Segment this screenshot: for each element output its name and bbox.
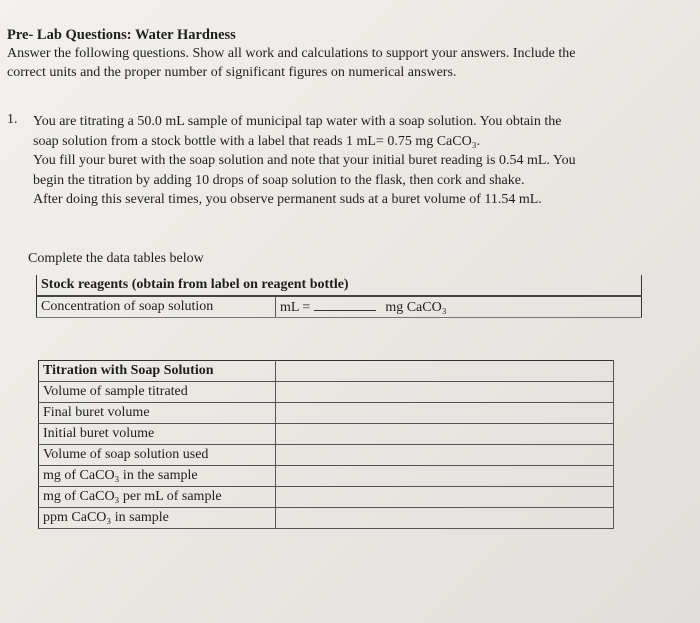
- row-label: mg of CaCO₃ in the sample: [39, 466, 276, 487]
- answer-cell[interactable]: [276, 508, 614, 529]
- titration-header-row: [39, 361, 614, 382]
- stock-reagents-table: [36, 275, 642, 318]
- table-row: [39, 487, 614, 508]
- stock-header: Stock reagents (obtain from label on reagent bottle): [37, 275, 642, 296]
- table-row: [39, 382, 614, 403]
- question-line-4: begin the titration by adding 10 drops of soap solution to the flask, then cork and shake.: [33, 172, 525, 188]
- stock-concentration-row: [37, 296, 642, 318]
- answer-cell[interactable]: [276, 382, 614, 403]
- titration-header-blank: [276, 361, 614, 382]
- concentration-blank[interactable]: [314, 299, 376, 311]
- question-line-1: You are titrating a 50.0 mL sample of municipal tap water with a soap solution. You obtain the: [33, 114, 562, 129]
- unit-label: mg CaCO₃: [385, 299, 447, 315]
- row-label: Volume of sample titrated: [39, 382, 276, 403]
- question-text: [33, 112, 663, 210]
- row-label: mg of CaCO₃ per mL of sample: [39, 487, 276, 508]
- instructions: [7, 44, 687, 82]
- page-title: Pre- Lab Questions: Water Hardness: [7, 27, 236, 43]
- answer-cell[interactable]: [276, 424, 614, 445]
- row-label: ppm CaCO₃ in sample: [39, 508, 276, 529]
- titration-header: Titration with Soap Solution: [39, 361, 276, 382]
- table-row: [39, 424, 614, 445]
- question-line-2: soap solution from a stock bottle with a label that reads 1 mL= 0.75 mg CaCO₃.: [33, 133, 481, 149]
- table-row: [39, 466, 614, 487]
- titration-table: [38, 360, 614, 529]
- complete-tables-label: Complete the data tables below: [28, 251, 204, 266]
- instructions-line-2: correct units and the proper number of significant figures on numerical answers.: [7, 65, 457, 80]
- answer-cell[interactable]: [276, 466, 614, 487]
- answer-cell[interactable]: [276, 445, 614, 466]
- table-row: [39, 403, 614, 424]
- stock-concentration-cell[interactable]: [276, 296, 642, 318]
- question-number: 1.: [7, 112, 18, 127]
- stock-row-label: Concentration of soap solution: [37, 296, 276, 318]
- row-label: Final buret volume: [39, 403, 276, 424]
- table-row: [39, 445, 614, 466]
- question-line-5: After doing this several times, you observe permanent suds at a buret volume of 11.54 mL.: [33, 192, 542, 207]
- question-line-3: You fill your buret with the soap solution and note that your initial buret reading is 0.54 mL. You: [33, 153, 576, 168]
- instructions-line-1: Answer the following questions. Show all work and calculations to support your answers. Include the: [7, 46, 576, 61]
- row-label: Initial buret volume: [39, 424, 276, 445]
- answer-cell[interactable]: [276, 487, 614, 508]
- stock-header-row: [37, 275, 642, 296]
- row-label: Volume of soap solution used: [39, 445, 276, 466]
- ml-label: mL =: [280, 299, 311, 315]
- table-row: [39, 508, 614, 529]
- answer-cell[interactable]: [276, 403, 614, 424]
